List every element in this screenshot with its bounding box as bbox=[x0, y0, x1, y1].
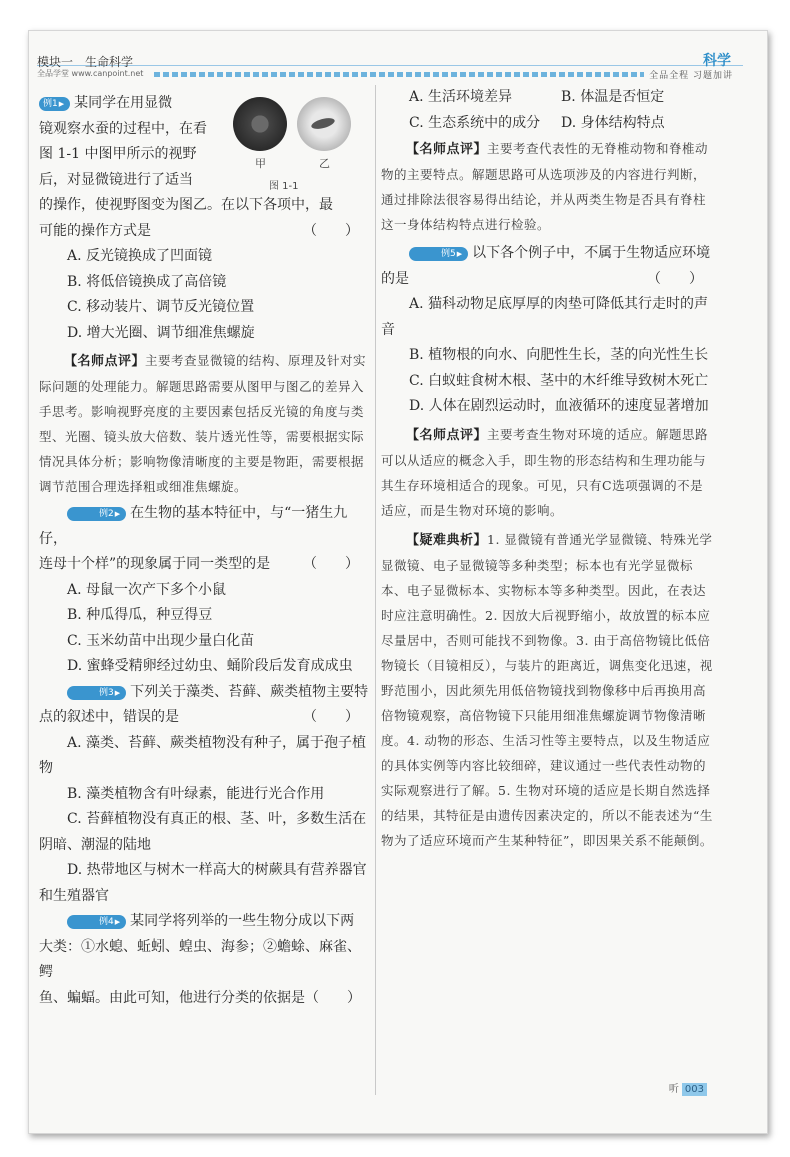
page-prefix: 听 bbox=[668, 1084, 679, 1095]
option-c: C. 生态系统中的成分 bbox=[409, 114, 541, 131]
header-dot-bar bbox=[154, 72, 644, 77]
option-a: A. 生活环境差异 bbox=[409, 89, 513, 105]
option-a: A. 母鼠一次产下多个小鼠 bbox=[67, 581, 227, 598]
question-3 bbox=[39, 680, 369, 910]
question-5 bbox=[381, 241, 713, 523]
option-c: C. 玉米幼苗中出现少量白化苗 bbox=[67, 632, 255, 649]
question-text: 下列关于藻类、苔藓、蕨类植物主要特 bbox=[130, 683, 369, 700]
question-4-continued bbox=[381, 85, 713, 237]
teacher-comment bbox=[39, 348, 369, 499]
option-a: A. 猫科动物足底厚厚的肉垫可降低其行走时的声音 bbox=[381, 296, 709, 338]
figure-caption: 图 1-1 bbox=[269, 181, 299, 192]
option-b: B. 将低倍镜换成了高倍镜 bbox=[67, 273, 227, 290]
option-d: D. 人体在剧烈运动时，血液循环的速度显著增加 bbox=[409, 398, 709, 414]
module-title: 模块一 生命科学 bbox=[37, 55, 134, 69]
site-url: 全品学堂 www.canpoint.net bbox=[37, 69, 144, 78]
left-column bbox=[39, 91, 369, 1011]
comment-title: 【名师点评】 bbox=[64, 354, 146, 369]
example-badge: 例1 ▶ bbox=[39, 97, 70, 111]
answer-bracket: （ ） bbox=[303, 556, 359, 572]
option-a: A. 藻类、苔藓、蕨类植物没有种子，属于孢子植物 bbox=[39, 734, 367, 776]
right-column bbox=[381, 85, 713, 853]
option-b: B. 藻类植物含有叶绿素，能进行光合作用 bbox=[67, 785, 325, 802]
difficulty-analysis bbox=[381, 527, 713, 853]
analysis-text: 1. 显微镜有普通光学显微镜、特殊光学显微镜、电子显微镜等多种类型；标本也有光学显微标本、电子显微标本、实物标本等多种类型。因此，在表达时应注意明确性。2. 因放大后视野缩小，故放置的标本应尽量居中，否则可能找不到物像。3. 由于高倍物镜比低倍物镜长（目镜相反），与装片的距离近，调焦变化迅速，视野范围小，因此须先用低倍物镜找到物像移中后再换用高倍物镜观察，高倍物镜下只能用细准焦螺旋调节物像清晰度。4. 动物的形态、生活习性等主要特点，以及生物适应的具体实例等内容比较细碎，建议通过一些代表性动物的实际观察进行了解。5. 生物对环境的适应是长期自然选择的结果，其特征是由遗传因素决定的，所以不能表述为“生物为了适应环境而产生某种特征”，即因果关系不能颠倒。 bbox=[381, 531, 713, 848]
question-text: 的操作，使视野图变为图乙。在以下各项中，最 bbox=[39, 197, 333, 213]
comment-title: 【名师点评】 bbox=[406, 142, 488, 157]
analysis-title: 【疑难典析】 bbox=[406, 532, 488, 548]
option-c: C. 移动装片、调节反光镜位置 bbox=[67, 299, 255, 315]
question-text: 以下各个例子中，不属于生物适应环境 bbox=[472, 245, 711, 261]
column-divider bbox=[375, 85, 376, 1095]
example-badge: 例5 ▶ bbox=[409, 247, 468, 261]
answer-bracket: （ ） bbox=[647, 270, 703, 287]
comment-text: 主要考查代表性的无脊椎动物和脊椎动物的主要特点。解题思路可从选项涉及的内容进行判断，通过排除法很容易得出结论，并从两类生物是否具有脊柱这一身体结构特点进行检验。 bbox=[381, 141, 709, 232]
question-text: 连母十个样”的现象属于同一类型的是 bbox=[39, 556, 271, 572]
option-d: D. 热带地区与树木一样高大的树蕨具有营养器官和生殖器官 bbox=[39, 862, 367, 904]
option-d: D. 身体结构特点 bbox=[561, 114, 665, 131]
example-badge: 例4 ▶ bbox=[67, 915, 126, 929]
example-badge: 例3 ▶ bbox=[67, 686, 126, 700]
question-text: 图 1-1 中图甲所示的视野 bbox=[39, 146, 197, 162]
question-2 bbox=[39, 501, 369, 680]
question-text: 某同学将列举的一些生物分成以下两 bbox=[130, 913, 355, 929]
teacher-comment bbox=[381, 422, 713, 523]
example-badge: 例2 ▶ bbox=[67, 507, 126, 521]
question-text: 鱼、蝙蝠。由此可知，他进行分类的依据是（ ） bbox=[39, 989, 361, 1006]
figure-label-a: 甲 bbox=[255, 157, 266, 170]
header-slogan: 全品全程 习题加讲 bbox=[649, 71, 733, 81]
question-1 bbox=[39, 91, 369, 499]
option-a: A. 反光镜换成了凹面镜 bbox=[67, 248, 213, 264]
question-text: 点的叙述中，错误的是 bbox=[39, 709, 179, 725]
question-text: 在生物的基本特征中，与“一猪生九仔， bbox=[39, 505, 348, 547]
figure-label-b: 乙 bbox=[319, 157, 330, 170]
comment-text: 主要考查生物对环境的适应。解题思路可以从适应的概念入手，即生物的形态结构和生理功能与其生存环境相适合的现象。可见，只有C选项强调的不是适应，而是生物对环境的影响。 bbox=[381, 426, 709, 518]
comment-text: 主要考查显微镜的结构、原理及针对实际问题的处理能力。解题思路需要从图甲与图乙的差异入手思考。影响视野亮度的主要因素包括反光镜的角度与类型、光圈、镜头放大倍数、装片透光性等，需要根据实际情况具体分析；影响物像清晰度的主要是物距，需要根据调节范围合理选择粗或细准焦螺旋。 bbox=[39, 353, 367, 494]
question-text: 可能的操作方式是 bbox=[39, 222, 151, 239]
option-c: C. 苔藓植物没有真正的根、茎、叶，多数生活在阴暗、潮湿的陆地 bbox=[39, 811, 367, 853]
answer-bracket: （ ） bbox=[303, 709, 359, 725]
teacher-comment bbox=[381, 136, 713, 237]
question-4 bbox=[39, 909, 369, 1011]
subject-title: 科学 bbox=[703, 53, 731, 69]
book-page bbox=[28, 30, 768, 1134]
header-rule bbox=[37, 65, 743, 66]
page-number bbox=[669, 1080, 707, 1095]
option-d: D. 增大光圈、调节细准焦螺旋 bbox=[67, 324, 255, 341]
option-b: B. 植物根的向水、向肥性生长，茎的向光性生长 bbox=[409, 347, 709, 363]
question-text: 某同学在用显微 bbox=[74, 95, 173, 111]
option-b: B. 体温是否恒定 bbox=[561, 89, 665, 105]
question-text: 后，对显微镜进行了适当 bbox=[39, 171, 193, 188]
question-text: 大类：①水螅、蚯蚓、蝗虫、海参；②蟾蜍、麻雀、鳄 bbox=[39, 938, 361, 980]
answer-bracket: （ ） bbox=[303, 222, 359, 239]
option-b: B. 种瓜得瓜，种豆得豆 bbox=[67, 607, 213, 623]
option-d: D. 蜜蜂受精卵经过幼虫、蛹阶段后发育成成虫 bbox=[67, 658, 353, 674]
option-c: C. 白蚁蛀食树木根、茎中的木纤维导致树木死亡 bbox=[409, 372, 709, 389]
comment-title: 【名师点评】 bbox=[406, 427, 488, 443]
question-text: 镜观察水蚕的过程中，在看 bbox=[39, 120, 207, 137]
page-number-value: 003 bbox=[682, 1083, 707, 1096]
question-text: 的是 bbox=[381, 270, 409, 287]
